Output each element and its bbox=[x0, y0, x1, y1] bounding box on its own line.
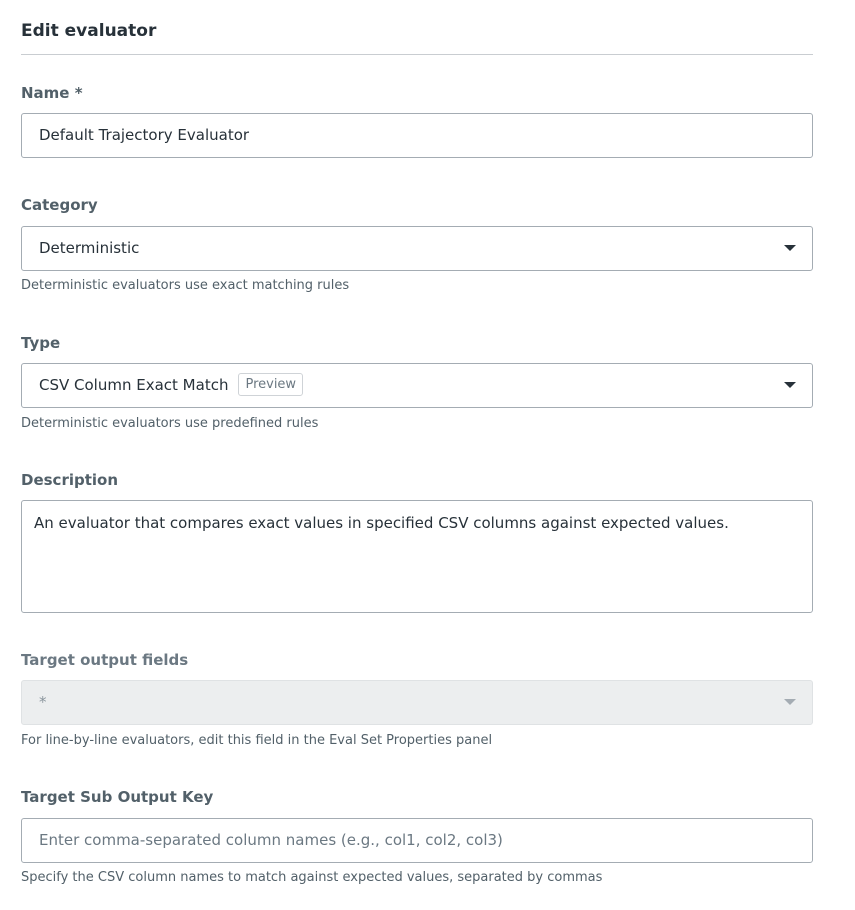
name-input-value: Default Trajectory Evaluator bbox=[39, 126, 250, 144]
type-select-value: CSV Column Exact Match bbox=[39, 376, 229, 394]
description-textarea[interactable] bbox=[21, 500, 813, 613]
name-label: Name * bbox=[21, 84, 83, 102]
chevron-down-icon bbox=[784, 382, 796, 388]
name-input[interactable] bbox=[21, 113, 813, 158]
target-sub-output-key-label: Target Sub Output Key bbox=[21, 788, 214, 806]
category-select[interactable] bbox=[21, 226, 813, 271]
target-output-fields-helper-text: For line-by-line evaluators, edit this field in the Eval Set Properties panel bbox=[21, 733, 493, 748]
chevron-down-icon bbox=[784, 699, 796, 705]
target-sub-output-key-helper-text: Specify the CSV column names to match against expected values, separated by commas bbox=[21, 870, 603, 885]
type-label: Type bbox=[21, 334, 61, 352]
description-label: Description bbox=[21, 471, 119, 489]
chevron-down-icon bbox=[784, 245, 796, 251]
target-output-fields-select bbox=[21, 680, 813, 725]
target-sub-output-key-placeholder: Enter comma-separated column names (e.g., col1, col2, col3) bbox=[39, 831, 503, 849]
type-select[interactable] bbox=[21, 363, 813, 408]
category-helper-text: Deterministic evaluators use exact matching rules bbox=[21, 278, 350, 293]
target-sub-output-key-input[interactable] bbox=[21, 818, 813, 863]
target-output-fields-label: Target output fields bbox=[21, 651, 189, 669]
target-output-fields-value: * bbox=[39, 693, 47, 711]
category-label: Category bbox=[21, 196, 98, 214]
type-helper-text: Deterministic evaluators use predefined rules bbox=[21, 416, 319, 431]
type-select-value-wrap bbox=[39, 364, 303, 407]
description-value: An evaluator that compares exact values in specified CSV columns against expected values. bbox=[34, 514, 729, 532]
page-title: Edit evaluator bbox=[21, 21, 157, 41]
title-divider bbox=[21, 54, 813, 55]
category-select-value: Deterministic bbox=[39, 239, 140, 257]
preview-badge: Preview bbox=[238, 373, 303, 396]
